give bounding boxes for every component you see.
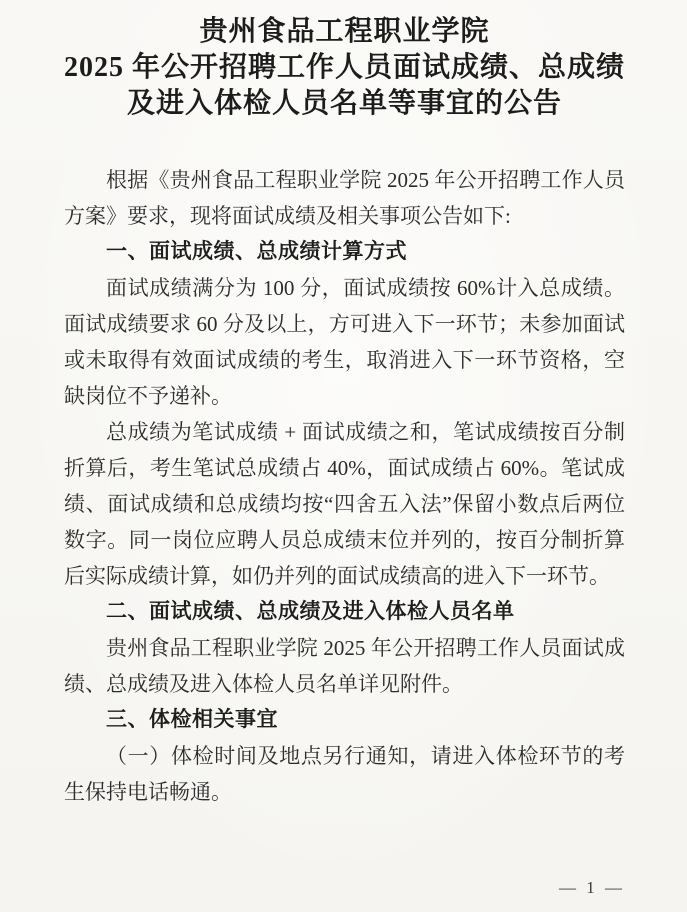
title-line-3: 及进入体检人员名单等事宜的公告 bbox=[126, 88, 562, 119]
section-2-heading: 二、面试成绩、总成绩及进入体检人员名单 bbox=[106, 600, 515, 623]
section-1-paragraph-2: 总成绩为笔试成绩 + 面试成绩之和，笔试成绩按百分制折算后，考生笔试总成绩占 40%，面试成绩占 60%。笔试成绩、面试成绩和总成绩均按“四舍五入法”保留小数点后两位数字。同一岗位应聘人员总成绩末位并列的，按百分制折算后实际成绩计算，如仍并列的面试成绩高的进入下一环节。 bbox=[64, 420, 625, 588]
section-1-paragraph-1: 面试成绩满分为 100 分，面试成绩按 60%计入总成绩。面试成绩要求 60 分及以上，方可进入下一环节；未参加面试或未取得有效面试成绩的考生，取消进入下一环节资格，空缺岗位不予递补。 bbox=[64, 276, 625, 408]
section-3-paragraph-1: （一）体检时间及地点另行通知，请进入体检环节的考生保持电话畅通。 bbox=[64, 744, 625, 804]
document-title bbox=[64, 14, 625, 122]
title-line-2: 2025 年公开招聘工作人员面试成绩、总成绩 bbox=[64, 52, 626, 83]
title-line-1: 贵州食品工程职业学院 bbox=[199, 16, 490, 47]
section-1-heading: 一、面试成绩、总成绩计算方式 bbox=[106, 240, 407, 263]
section-3-heading: 三、体检相关事宜 bbox=[106, 708, 278, 731]
intro-paragraph: 根据《贵州食品工程职业学院 2025 年公开招聘工作人员方案》要求，现将面试成绩及相关事项公告如下: bbox=[64, 168, 625, 228]
document-body bbox=[64, 14, 625, 810]
document-content bbox=[64, 162, 625, 810]
page-number: — 1 — bbox=[559, 878, 625, 897]
section-2-paragraph-1: 贵州食品工程职业学院 2025 年公开招聘工作人员面试成绩、总成绩及进入体检人员名单详见附件。 bbox=[64, 636, 625, 696]
